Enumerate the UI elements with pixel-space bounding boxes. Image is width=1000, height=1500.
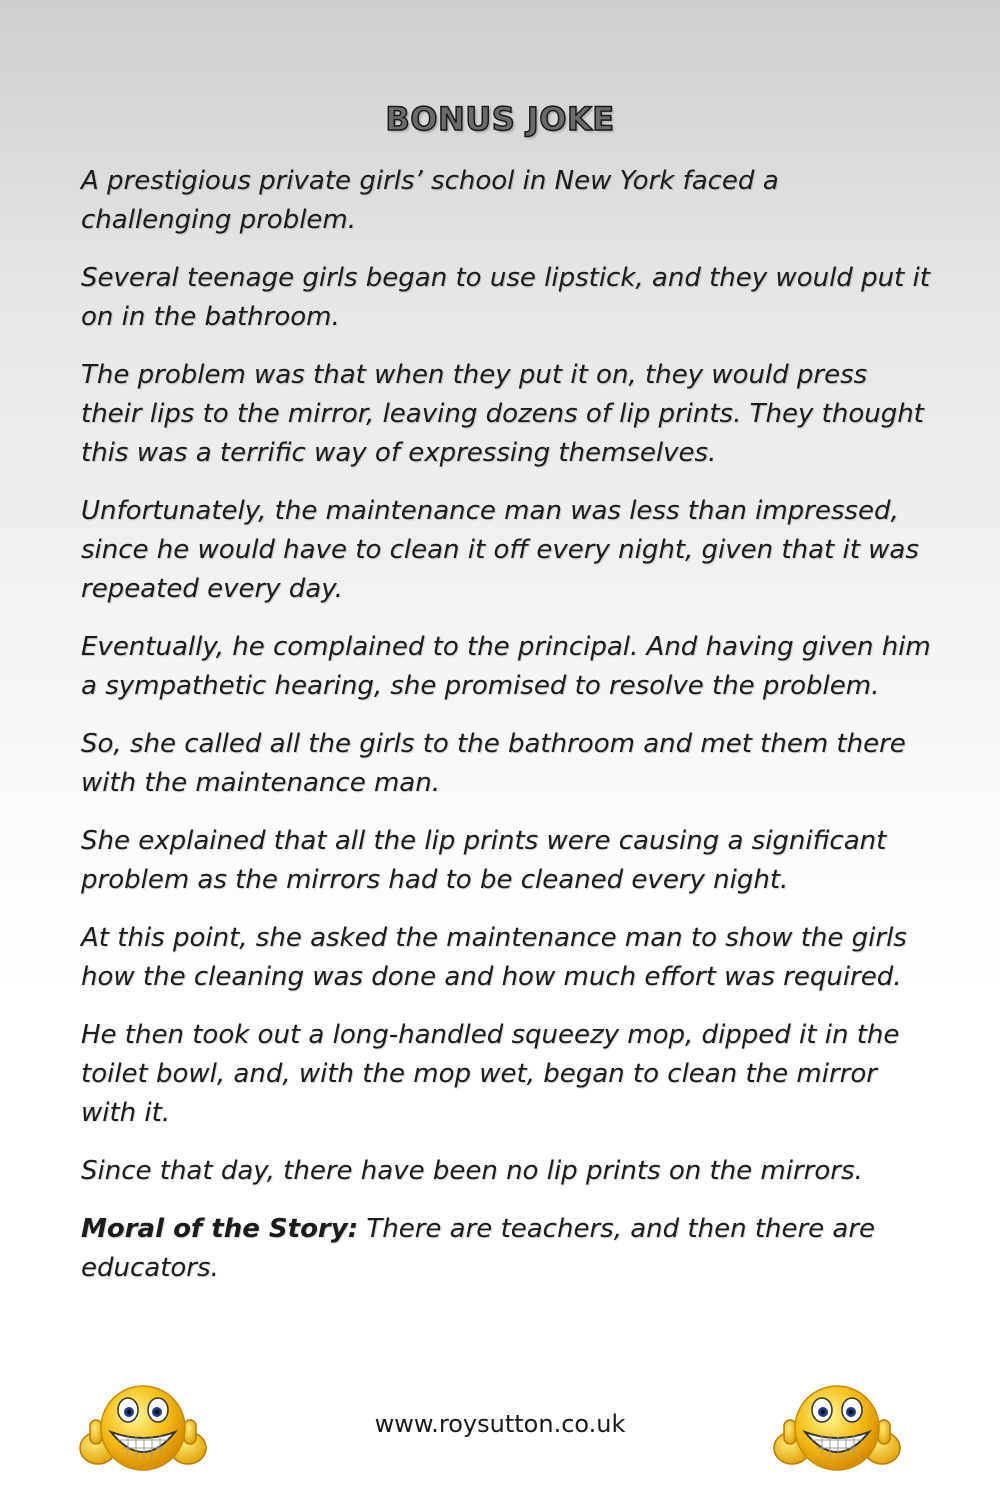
thumbs-up-smiley-icon: [772, 1380, 902, 1480]
footer-website-link[interactable]: www.roysutton.co.uk: [374, 1410, 626, 1438]
story-paragraph: The problem was that when they put it on, they would press their lips to the mirror, leaving dozens of lip prints. They thought this was a terrific way of expressing themselves.: [81, 360, 924, 468]
story-body: [81, 162, 931, 1307]
story-paragraph: Since that day, there have been no lip prints on the mirrors.: [81, 1156, 863, 1186]
story-paragraph: At this point, she asked the maintenance man to show the girls how the cleaning was done and how much effort was required.: [81, 923, 907, 992]
story-paragraph: Eventually, he complained to the principal. And having given him a sympathetic hearing, she promised to resolve the problem.: [81, 632, 931, 701]
story-paragraph: He then took out a long-handled squeezy mop, dipped it in the toilet bowl, and, with the mop wet, began to clean the mirror with it.: [81, 1020, 900, 1128]
moral-paragraph: [81, 1210, 931, 1288]
moral-text: There are teachers, and then there are educators.: [81, 1214, 876, 1283]
story-paragraph: Unfortunately, the maintenance man was less than impressed, since he would have to clean it off every night, given that it was repeated every day.: [81, 496, 919, 604]
moral-label: Moral of the Story:: [81, 1214, 359, 1244]
story-paragraph: She explained that all the lip prints were causing a significant problem as the mirrors had to be cleaned every night.: [81, 826, 887, 895]
page-title: BONUS JOKE: [385, 100, 615, 138]
story-paragraph: A prestigious private girls’ school in New York faced a challenging problem.: [81, 166, 779, 235]
story-paragraph: Several teenage girls began to use lipstick, and they would put it on in the bathroom.: [81, 263, 930, 332]
story-paragraph: So, she called all the girls to the bathroom and met them there with the maintenance man.: [81, 729, 906, 798]
